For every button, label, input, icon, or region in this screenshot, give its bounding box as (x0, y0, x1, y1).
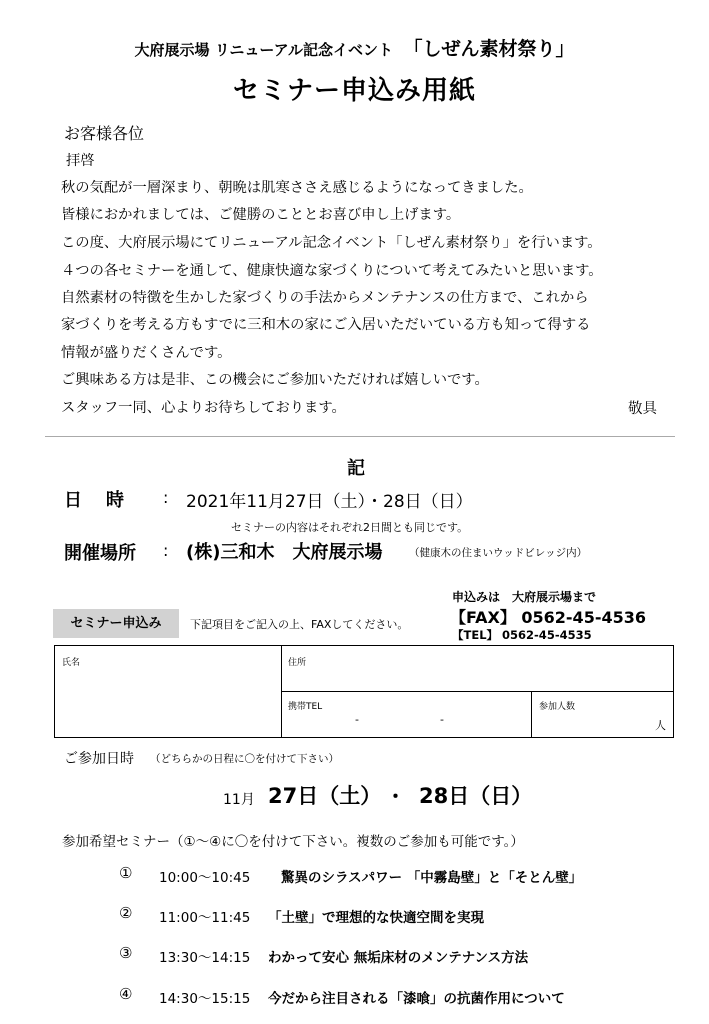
venue-name: (株)三和木 大府展示場 (186, 542, 383, 563)
subtitle-prefix: 大府展示場 リニューアル記念イベント (134, 41, 394, 59)
address-field-label: 住所 (288, 658, 307, 668)
seminar-time: 14:30～15:15 (159, 991, 251, 1007)
letter-line: 皆様におかれましては、ご健勝のこととお喜び申し上げます。 (61, 207, 461, 223)
closing-word: 敬具 (628, 401, 657, 417)
venue-note: （健康木の住まいウッドビレッジ内） (409, 547, 588, 559)
participation-day-separator: ・ (386, 786, 406, 808)
form-divider (531, 691, 532, 737)
section-divider (45, 436, 675, 437)
seminar-title: わかって安心 無垢床材のメンテナンス方法 (268, 950, 529, 966)
notice-heading: 記 (347, 458, 365, 479)
date-note: セミナーの内容はそれぞれ2日間とも同じです。 (231, 521, 469, 534)
application-form (54, 645, 674, 738)
participation-date-label: ご参加日時 (64, 751, 134, 767)
subtitle-event-name: 「しぜん素材祭り」 (403, 38, 575, 60)
fax-number: 【FAX】 0562-45-4536 (450, 608, 646, 627)
venue-label: 開催場所 (64, 543, 136, 564)
letter-line: この度、大府展示場にてリニューアル記念イベント「しぜん素材祭り」を行います。 (61, 235, 602, 251)
mobile-tel-field-label: 携帯TEL (288, 702, 323, 712)
seminar-number: ① (119, 864, 133, 882)
participation-date-note: （どちらかの日程に〇を付けて下さい） (150, 753, 339, 765)
apply-to-text: 申込みは 大府展示場まで (452, 590, 597, 604)
participation-month: 11月 (223, 792, 255, 808)
participation-day-option: 28日（日） (419, 784, 533, 808)
attendees-field-label: 参加人数 (539, 702, 576, 712)
letter-line: ご興味ある方は是非、この機会にご参加いただければ嬉しいです。 (61, 372, 489, 388)
letter-line: 秋の気配が一層深まり、朝晩は肌寒ささえ感じるようになってきました。 (61, 180, 533, 196)
page-title: セミナー申込み用紙 (232, 76, 476, 106)
letter-line: ４つの各セミナーを通して、健康快適な家づくりについて考えてみたいと思います。 (61, 263, 603, 279)
tel-dash: - (355, 713, 359, 726)
attendees-unit: 人 (655, 719, 666, 732)
letter-line: 拝啓 (66, 153, 95, 169)
letter-line: スタッフ一同、心よりお待ちしております。 (61, 400, 346, 416)
tel-number: 【TEL】 0562-45-4535 (452, 628, 592, 642)
tel-dash: - (440, 713, 444, 726)
greeting: お客様各位 (64, 124, 145, 143)
seminar-number: ② (119, 904, 133, 922)
letter-line: 自然素材の特徴を生かした家づくりの手法からメンテナンスの仕方まで、これから (61, 290, 589, 306)
date-colon: : (163, 488, 169, 507)
form-instruction: 下記項目をご記入の上、FAXしてください。 (190, 618, 409, 631)
seminar-title: 驚異のシラスパワー 「中霧島壁」と「そとん壁」 (281, 870, 583, 886)
seminar-number: ④ (119, 985, 133, 1003)
event-subtitle (0, 34, 709, 61)
participation-day-option: 27日（土） (268, 784, 382, 808)
seminar-time: 11:00～11:45 (159, 910, 251, 926)
seminar-selection-label: 参加希望セミナー（①～④に〇を付けて下さい。複数のご参加も可能です。） (62, 834, 524, 850)
venue-colon: : (163, 541, 169, 560)
seminar-number: ③ (119, 944, 133, 962)
letter-line: 情報が盛りだくさんです。 (61, 345, 232, 361)
name-field-label: 氏名 (62, 658, 81, 668)
seminar-application-badge: セミナー申込み (53, 609, 179, 638)
letter-line: 家づくりを考える方もすでに三和木の家にご入居いただいている方も知って得する (61, 317, 591, 333)
seminar-title: 「土壁」で理想的な快適空間を実現 (268, 910, 484, 926)
seminar-time: 13:30～14:15 (159, 950, 251, 966)
date-label: 日時 (64, 490, 148, 511)
seminar-time: 10:00～10:45 (159, 870, 251, 886)
form-divider (281, 691, 673, 692)
seminar-title: 今だから注目される「漆喰」の抗菌作用について (268, 991, 565, 1007)
event-date: 2021年11月27日（土）・28日（日） (186, 492, 473, 512)
